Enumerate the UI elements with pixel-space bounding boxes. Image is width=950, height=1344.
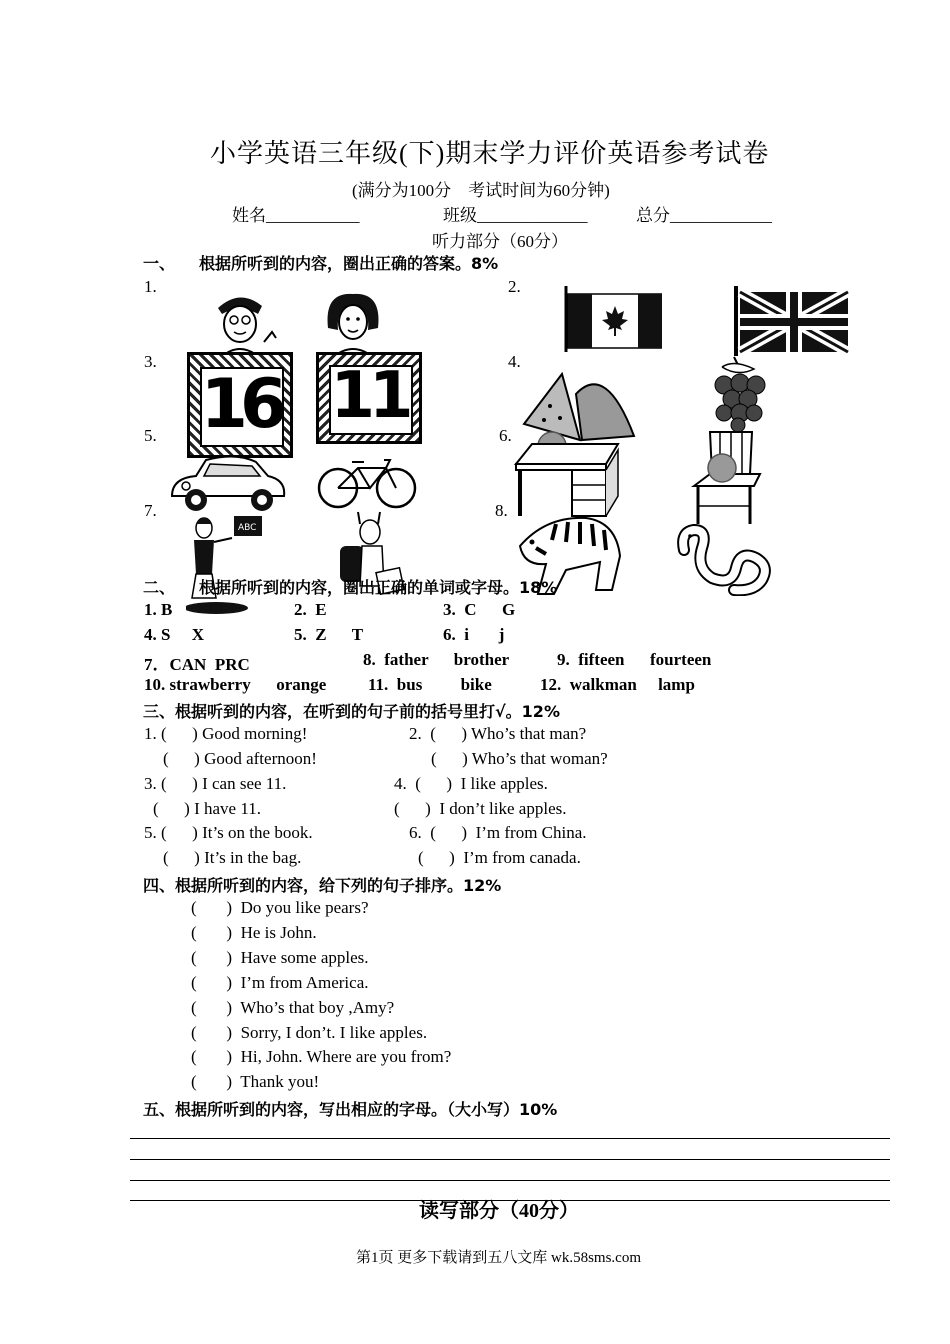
s4-line: ( ) Hi, John. Where are you from?: [191, 1047, 452, 1066]
q1-number: 1.: [144, 277, 157, 296]
abc-board-text: ABC: [238, 523, 257, 533]
s3-line: ( ) Good afternoon!: [163, 749, 317, 768]
s2-item-2: 2. E: [294, 600, 327, 619]
q8-number: 8.: [495, 501, 508, 520]
s4-line: ( ) Thank you!: [191, 1072, 320, 1091]
answer-line: [130, 1159, 890, 1160]
s3-line: ( ) I’m from canada.: [418, 848, 581, 867]
s3-line: 3. ( ) I can see 11.: [144, 774, 287, 793]
s4-line: ( ) I’m from America.: [191, 973, 369, 992]
s2-item-10: 10. strawberry orange: [144, 675, 327, 694]
car-picture: [166, 452, 290, 514]
s4-line: ( ) Do you like pears?: [191, 898, 369, 917]
poster-11-picture: [316, 352, 422, 444]
s3-line: ( ) I have 11.: [153, 799, 261, 818]
listening-header: 听力部分（60分）: [432, 232, 568, 251]
q3-number: 3.: [144, 352, 157, 371]
answer-line: [130, 1180, 890, 1181]
section5-heading: 五、根据所听到的内容，写出相应的字母。（大小写）10%: [143, 1100, 558, 1119]
s3-line: 4. ( ) I like apples.: [394, 774, 548, 793]
poster-11-number: 11: [330, 359, 408, 433]
page-title: 小学英语三年级(下)期末学力评价英语参考试卷: [210, 139, 770, 168]
total-field: 总分____________: [636, 206, 772, 225]
teacher-picture: [186, 514, 268, 618]
page-footer: 第1页 更多下载请到五八文库 wk.58sms.com: [356, 1250, 642, 1266]
q5-number: 5.: [144, 426, 157, 445]
exam-info: (满分为100分 考试时间为60分钟): [352, 181, 610, 200]
bike-picture: [314, 454, 420, 510]
woman-picture: [318, 290, 388, 358]
class-field: 班级_____________: [443, 206, 588, 225]
s4-line: ( ) Who’s that boy ,Amy?: [191, 998, 395, 1017]
s2-item-9: 9. fifteen fourteen: [557, 650, 712, 669]
name-field: 姓名___________: [232, 206, 360, 225]
q2-number: 2.: [508, 277, 521, 296]
reading-writing-header: 读写部分（40分）: [419, 1200, 579, 1222]
poster-16-picture: [187, 352, 293, 458]
snake-picture: [674, 524, 774, 596]
q4-number: 4.: [508, 352, 521, 371]
s2-item-12: 12. walkman lamp: [540, 675, 695, 694]
s2-item-5: 5. Z T: [294, 625, 364, 644]
canada-flag-picture: [562, 286, 662, 352]
poster-16-number: 16: [200, 365, 280, 444]
uk-flag-picture: [730, 286, 852, 356]
section2-heading: 二、 根据所听到的内容，圈出正确的单词或字母。18%: [143, 578, 558, 597]
s2-item-1: 1. B: [144, 600, 173, 619]
chair-picture: [690, 428, 768, 526]
s4-line: ( ) Have some apples.: [191, 948, 369, 967]
section4-heading: 四、根据所听到的内容，给下列的句子排序。12%: [143, 876, 502, 895]
s3-line: 5. ( ) It’s on the book.: [144, 823, 313, 842]
s2-item-11: 11. bus bike: [368, 675, 492, 694]
s3-line: 2. ( ) Who’s that man?: [409, 724, 587, 743]
grapes-picture: [704, 355, 774, 433]
s2-item-3: 3. C G: [443, 600, 516, 619]
s4-line: ( ) He is John.: [191, 923, 317, 942]
s2-item-6: 6. i j: [443, 625, 505, 644]
q6-number: 6.: [499, 426, 512, 445]
s3-line: ( ) Who’s that woman?: [431, 749, 608, 768]
s3-line: ( ) It’s in the bag.: [163, 848, 302, 867]
section1-heading: 一、 根据所听到的内容，圈出正确的答案。8%: [143, 254, 499, 273]
s3-line: 1. ( ) Good morning!: [144, 724, 308, 743]
s3-line: 6. ( ) I’m from China.: [409, 823, 587, 842]
s2-item-4: 4. S X: [144, 625, 204, 644]
q7-number: 7.: [144, 501, 157, 520]
answer-line: [130, 1138, 890, 1139]
man-picture: [200, 290, 280, 358]
s2-item-7: 7．CAN PRC: [144, 655, 250, 674]
section3-heading: 三、根据听到的内容，在听到的句子前的括号里打√。12%: [143, 702, 560, 721]
s3-line: ( ) I don’t like apples.: [394, 799, 567, 818]
s4-line: ( ) Sorry, I don’t. I like apples.: [191, 1023, 428, 1042]
s2-item-8: 8. father brother: [363, 650, 510, 669]
